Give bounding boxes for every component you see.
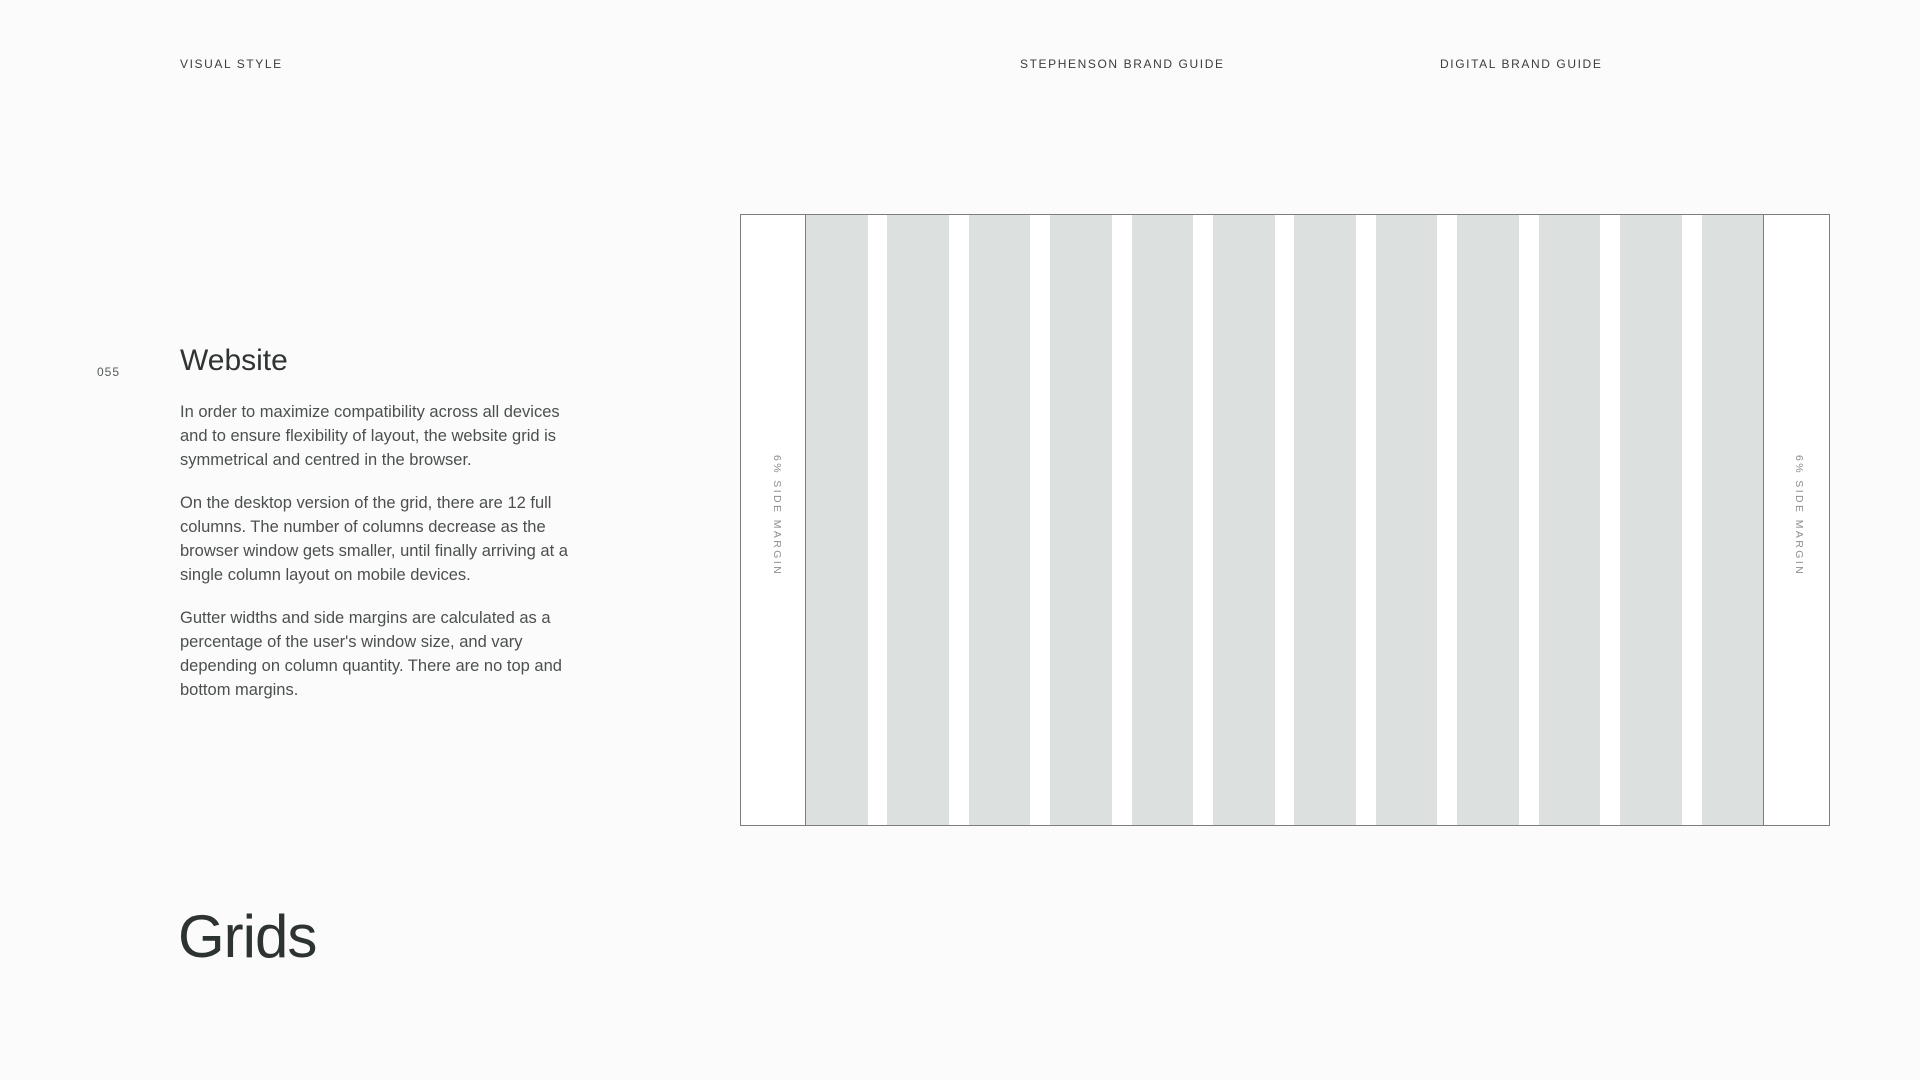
grid-column <box>1213 215 1275 825</box>
header-brand-guide-label: STEPHENSON BRAND GUIDE <box>1020 57 1225 71</box>
grid-column <box>1620 215 1682 825</box>
left-margin-line <box>805 215 806 825</box>
body-paragraph: On the desktop version of the grid, there are 12 full columns. The number of columns decrease as the browser window gets smaller, until finally arriving at a single column layout on mobile devices. <box>180 494 568 584</box>
grid-column <box>1539 215 1601 825</box>
grid-column <box>1457 215 1519 825</box>
body-paragraph: Gutter widths and side margins are calculated as a percentage of the user's window size, and vary depending on column quantity. There are no top and bottom margins. <box>180 609 562 699</box>
grid-column <box>806 215 868 825</box>
page-number: 055 <box>97 365 121 379</box>
grid-column <box>887 215 949 825</box>
page-title: Grids <box>178 903 317 970</box>
grid-column <box>1294 215 1356 825</box>
header-section-label: VISUAL STYLE <box>180 57 283 71</box>
header-digital-guide-label: DIGITAL BRAND GUIDE <box>1440 57 1603 71</box>
body-copy <box>180 400 580 721</box>
body-paragraph: In order to maximize compatibility across all devices and to ensure flexibility of layout, the website grid is symmetrical and centred in the browser. <box>180 403 560 469</box>
website-grid-diagram <box>740 214 1830 826</box>
grid-column <box>1702 215 1764 825</box>
right-margin-label: 6% SIDE MARGIN <box>1793 455 1805 577</box>
grid-column <box>1132 215 1194 825</box>
grid-column <box>969 215 1031 825</box>
grid-column <box>1050 215 1112 825</box>
grid-column <box>1376 215 1438 825</box>
left-margin-label: 6% SIDE MARGIN <box>771 455 783 577</box>
right-margin-line <box>1763 215 1764 825</box>
section-subheading: Website <box>180 344 288 377</box>
